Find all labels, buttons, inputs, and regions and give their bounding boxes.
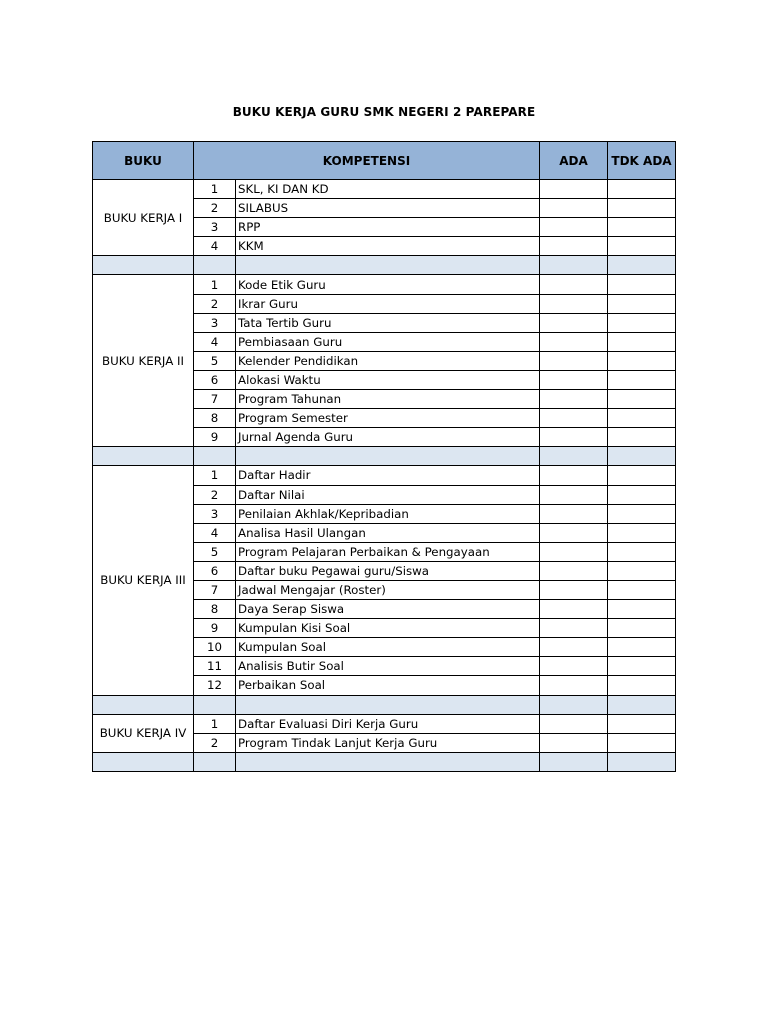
separator-cell [236, 695, 540, 714]
header-kompetensi: KOMPETENSI [194, 142, 540, 180]
item-label-cell: Daftar Nilai [236, 485, 540, 504]
tdk-ada-check-cell[interactable] [608, 714, 676, 733]
item-number-cell: 2 [194, 485, 236, 504]
ada-check-cell[interactable] [540, 561, 608, 580]
tdk-ada-check-cell[interactable] [608, 218, 676, 237]
item-number-cell: 2 [194, 199, 236, 218]
item-number-cell: 1 [194, 275, 236, 294]
ada-check-cell[interactable] [540, 370, 608, 389]
separator-cell [236, 447, 540, 466]
group-name-cell: BUKU KERJA III [93, 466, 194, 695]
item-label-cell: Alokasi Waktu [236, 370, 540, 389]
item-number-cell: 12 [194, 676, 236, 695]
item-label-cell: Program Tahunan [236, 390, 540, 409]
item-label-cell: Daftar buku Pegawai guru/Siswa [236, 561, 540, 580]
separator-cell [93, 256, 194, 275]
separator-cell [236, 256, 540, 275]
tdk-ada-check-cell[interactable] [608, 313, 676, 332]
ada-check-cell[interactable] [540, 275, 608, 294]
tdk-ada-check-cell[interactable] [608, 600, 676, 619]
ada-check-cell[interactable] [540, 294, 608, 313]
ada-check-cell[interactable] [540, 409, 608, 428]
item-number-cell: 11 [194, 657, 236, 676]
table-row [93, 714, 676, 733]
ada-check-cell[interactable] [540, 428, 608, 447]
item-number-cell: 4 [194, 523, 236, 542]
ada-check-cell[interactable] [540, 580, 608, 599]
group-separator-row [93, 695, 676, 714]
tdk-ada-check-cell[interactable] [608, 390, 676, 409]
tdk-ada-check-cell[interactable] [608, 580, 676, 599]
tdk-ada-check-cell[interactable] [608, 409, 676, 428]
item-label-cell: Program Tindak Lanjut Kerja Guru [236, 733, 540, 752]
ada-check-cell[interactable] [540, 638, 608, 657]
ada-check-cell[interactable] [540, 657, 608, 676]
ada-check-cell[interactable] [540, 504, 608, 523]
item-number-cell: 7 [194, 390, 236, 409]
tdk-ada-check-cell[interactable] [608, 294, 676, 313]
ada-check-cell[interactable] [540, 390, 608, 409]
group-separator-row [93, 752, 676, 771]
item-label-cell: SILABUS [236, 199, 540, 218]
item-number-cell: 5 [194, 542, 236, 561]
separator-cell [194, 695, 236, 714]
separator-cell [194, 447, 236, 466]
separator-cell [236, 752, 540, 771]
ada-check-cell[interactable] [540, 619, 608, 638]
ada-check-cell[interactable] [540, 485, 608, 504]
item-label-cell: Jurnal Agenda Guru [236, 428, 540, 447]
tdk-ada-check-cell[interactable] [608, 351, 676, 370]
item-label-cell: Daya Serap Siswa [236, 600, 540, 619]
separator-cell [93, 695, 194, 714]
tdk-ada-check-cell[interactable] [608, 466, 676, 485]
item-label-cell: Ikrar Guru [236, 294, 540, 313]
item-label-cell: Daftar Hadir [236, 466, 540, 485]
item-number-cell: 6 [194, 370, 236, 389]
item-label-cell: Analisa Hasil Ulangan [236, 523, 540, 542]
separator-cell [540, 447, 608, 466]
header-tdk-ada: TDK ADA [608, 142, 676, 180]
tdk-ada-check-cell[interactable] [608, 485, 676, 504]
ada-check-cell[interactable] [540, 237, 608, 256]
ada-check-cell[interactable] [540, 714, 608, 733]
tdk-ada-check-cell[interactable] [608, 275, 676, 294]
item-number-cell: 4 [194, 332, 236, 351]
item-number-cell: 5 [194, 351, 236, 370]
ada-check-cell[interactable] [540, 523, 608, 542]
item-label-cell: Kumpulan Kisi Soal [236, 619, 540, 638]
table-row [93, 275, 676, 294]
item-label-cell: Program Semester [236, 409, 540, 428]
item-label-cell: Pembiasaan Guru [236, 332, 540, 351]
separator-cell [194, 256, 236, 275]
ada-check-cell[interactable] [540, 332, 608, 351]
ada-check-cell[interactable] [540, 351, 608, 370]
item-number-cell: 4 [194, 237, 236, 256]
group-separator-row [93, 447, 676, 466]
tdk-ada-check-cell[interactable] [608, 619, 676, 638]
header-row [93, 142, 676, 180]
item-number-cell: 1 [194, 714, 236, 733]
separator-cell [540, 752, 608, 771]
separator-cell [93, 752, 194, 771]
ada-check-cell[interactable] [540, 733, 608, 752]
ada-check-cell[interactable] [540, 180, 608, 199]
item-number-cell: 1 [194, 180, 236, 199]
item-number-cell: 10 [194, 638, 236, 657]
item-label-cell: Kelender Pendidikan [236, 351, 540, 370]
item-number-cell: 6 [194, 561, 236, 580]
item-number-cell: 8 [194, 600, 236, 619]
group-separator-row [93, 256, 676, 275]
header-ada: ADA [540, 142, 608, 180]
tdk-ada-check-cell[interactable] [608, 428, 676, 447]
item-label-cell: Kode Etik Guru [236, 275, 540, 294]
item-label-cell: Analisis Butir Soal [236, 657, 540, 676]
tdk-ada-check-cell[interactable] [608, 542, 676, 561]
checklist-table [92, 141, 676, 772]
item-number-cell: 9 [194, 428, 236, 447]
document-title: BUKU KERJA GURU SMK NEGERI 2 PAREPARE [232, 105, 536, 119]
item-number-cell: 3 [194, 504, 236, 523]
header-buku: BUKU [93, 142, 194, 180]
ada-check-cell[interactable] [540, 466, 608, 485]
item-label-cell: SKL, KI DAN KD [236, 180, 540, 199]
tdk-ada-check-cell[interactable] [608, 733, 676, 752]
table-row [93, 466, 676, 485]
tdk-ada-check-cell[interactable] [608, 657, 676, 676]
table-body [93, 180, 676, 772]
ada-check-cell[interactable] [540, 199, 608, 218]
separator-cell [608, 447, 676, 466]
item-label-cell: Jadwal Mengajar (Roster) [236, 580, 540, 599]
item-number-cell: 2 [194, 294, 236, 313]
ada-check-cell[interactable] [540, 676, 608, 695]
tdk-ada-check-cell[interactable] [608, 237, 676, 256]
ada-check-cell[interactable] [540, 600, 608, 619]
separator-cell [93, 447, 194, 466]
group-name-cell: BUKU KERJA IV [93, 714, 194, 752]
item-number-cell: 2 [194, 733, 236, 752]
item-number-cell: 3 [194, 218, 236, 237]
item-label-cell: Penilaian Akhlak/Kepribadian [236, 504, 540, 523]
item-number-cell: 3 [194, 313, 236, 332]
item-label-cell: KKM [236, 237, 540, 256]
item-label-cell: Daftar Evaluasi Diri Kerja Guru [236, 714, 540, 733]
ada-check-cell[interactable] [540, 218, 608, 237]
separator-cell [608, 256, 676, 275]
separator-cell [608, 695, 676, 714]
item-label-cell: Tata Tertib Guru [236, 313, 540, 332]
tdk-ada-check-cell[interactable] [608, 199, 676, 218]
tdk-ada-check-cell[interactable] [608, 676, 676, 695]
item-label-cell: Kumpulan Soal [236, 638, 540, 657]
table-row [93, 180, 676, 199]
separator-cell [194, 752, 236, 771]
tdk-ada-check-cell[interactable] [608, 523, 676, 542]
item-label-cell: Program Pelajaran Perbaikan & Pengayaan [236, 542, 540, 561]
ada-check-cell[interactable] [540, 313, 608, 332]
group-name-cell: BUKU KERJA I [93, 180, 194, 256]
tdk-ada-check-cell[interactable] [608, 638, 676, 657]
ada-check-cell[interactable] [540, 542, 608, 561]
item-number-cell: 1 [194, 466, 236, 485]
tdk-ada-check-cell[interactable] [608, 561, 676, 580]
item-label-cell: Perbaikan Soal [236, 676, 540, 695]
tdk-ada-check-cell[interactable] [608, 332, 676, 351]
tdk-ada-check-cell[interactable] [608, 370, 676, 389]
tdk-ada-check-cell[interactable] [608, 180, 676, 199]
item-number-cell: 8 [194, 409, 236, 428]
item-number-cell: 9 [194, 619, 236, 638]
item-label-cell: RPP [236, 218, 540, 237]
separator-cell [540, 695, 608, 714]
group-name-cell: BUKU KERJA II [93, 275, 194, 447]
separator-cell [608, 752, 676, 771]
tdk-ada-check-cell[interactable] [608, 504, 676, 523]
separator-cell [540, 256, 608, 275]
item-number-cell: 7 [194, 580, 236, 599]
